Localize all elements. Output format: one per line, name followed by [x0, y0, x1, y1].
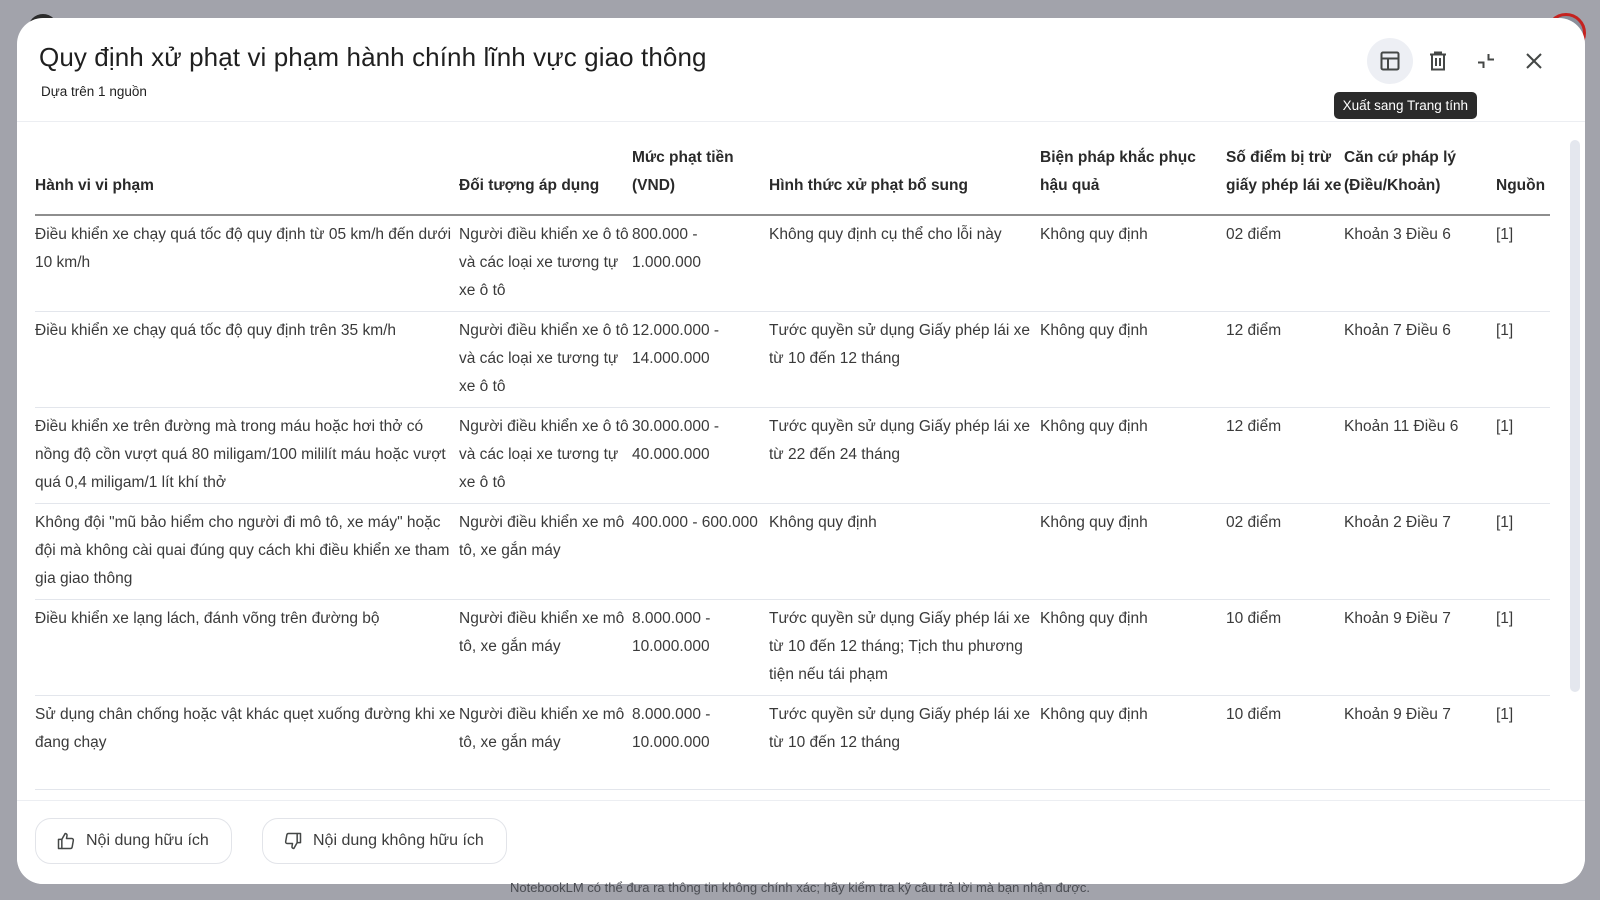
- cell-source-citation[interactable]: [1]: [1496, 312, 1550, 408]
- close-icon: [1522, 49, 1546, 73]
- cell-subject: Người điều khiển xe ô tô và các loại xe tương tự xe ô tô: [459, 408, 632, 504]
- close-button[interactable]: [1511, 38, 1557, 84]
- column-header[interactable]: Hành vi vi phạm: [35, 144, 459, 215]
- cell-violation: Điều khiển xe trên đường mà trong máu hoặc hơi thở có nồng độ cồn vượt quá 80 miligam/100 mililít máu hoặc vượt quá 0,4 miligam/1 lít khí thở: [35, 408, 459, 504]
- cell-additional-penalty: Tước quyền sử dụng Giấy phép lái xe từ 10 đến 12 tháng: [769, 312, 1040, 408]
- cell-violation: Điều khiển xe lạng lách, đánh võng trên đường bộ: [35, 600, 459, 696]
- thumbs-down-icon: [283, 831, 303, 851]
- cell-points: 02 điểm: [1226, 504, 1344, 600]
- collapse-button[interactable]: [1463, 38, 1509, 84]
- cell-additional-penalty: Tước quyền sử dụng Giấy phép lái xe từ 10 đến 12 tháng; Tịch thu phương tiện nếu tái phạm: [769, 600, 1040, 696]
- cell-additional-penalty: Không quy định cụ thể cho lỗi này: [769, 215, 1040, 312]
- cell-remedy: Không quy định: [1040, 600, 1226, 696]
- vertical-scrollbar[interactable]: [1570, 140, 1580, 692]
- dialog-footer: [17, 800, 1585, 884]
- column-header[interactable]: Căn cứ pháp lý (Điều/Khoản): [1344, 144, 1496, 215]
- export-tooltip: Xuất sang Trang tính: [1334, 92, 1477, 119]
- header-actions: [1367, 38, 1557, 84]
- cell-fine: 8.000.000 - 10.000.000: [632, 696, 769, 790]
- cell-source-citation[interactable]: [1]: [1496, 696, 1550, 790]
- cell-fine: 12.000.000 - 14.000.000: [632, 312, 769, 408]
- violations-table: [35, 144, 1550, 790]
- column-header[interactable]: Mức phạt tiền (VND): [632, 144, 769, 215]
- cell-subject: Người điều khiển xe ô tô và các loại xe tương tự xe ô tô: [459, 312, 632, 408]
- cell-remedy: Không quy định: [1040, 215, 1226, 312]
- thumbs-up-icon: [56, 831, 76, 851]
- cell-points: 10 điểm: [1226, 600, 1344, 696]
- cell-remedy: Không quy định: [1040, 696, 1226, 790]
- cell-additional-penalty: Không quy định: [769, 504, 1040, 600]
- column-header[interactable]: Đối tượng áp dụng: [459, 144, 632, 215]
- cell-remedy: Không quy định: [1040, 408, 1226, 504]
- cell-legal-basis: Khoản 9 Điều 7: [1344, 696, 1496, 790]
- cell-violation: Điều khiển xe chạy quá tốc độ quy định từ 05 km/h đến dưới 10 km/h: [35, 215, 459, 312]
- export-to-sheets-button[interactable]: [1367, 38, 1413, 84]
- table-row: [35, 312, 1550, 408]
- cell-legal-basis: Khoản 9 Điều 7: [1344, 600, 1496, 696]
- cell-points: 12 điểm: [1226, 312, 1344, 408]
- dialog-header: [17, 18, 1585, 122]
- cell-legal-basis: Khoản 2 Điều 7: [1344, 504, 1496, 600]
- cell-points: 12 điểm: [1226, 408, 1344, 504]
- cell-source-citation[interactable]: [1]: [1496, 600, 1550, 696]
- dialog-title: Quy định xử phạt vi phạm hành chính lĩnh vực giao thông: [39, 42, 707, 72]
- cell-fine: 30.000.000 - 40.000.000: [632, 408, 769, 504]
- table-row: [35, 600, 1550, 696]
- trash-icon: [1426, 49, 1450, 73]
- cell-source-citation[interactable]: [1]: [1496, 215, 1550, 312]
- cell-subject: Người điều khiển xe ô tô và các loại xe tương tự xe ô tô: [459, 215, 632, 312]
- cell-source-citation[interactable]: [1]: [1496, 408, 1550, 504]
- table-icon: [1378, 49, 1402, 73]
- table-dialog: [17, 18, 1585, 884]
- cell-subject: Người điều khiển xe mô tô, xe gắn máy: [459, 696, 632, 790]
- cell-fine: 400.000 - 600.000: [632, 504, 769, 600]
- cell-points: 10 điểm: [1226, 696, 1344, 790]
- cell-remedy: Không quy định: [1040, 312, 1226, 408]
- table-header-row: [35, 144, 1550, 215]
- table-row: [35, 408, 1550, 504]
- column-header[interactable]: Hình thức xử phạt bổ sung: [769, 144, 1040, 215]
- cell-violation: Sử dụng chân chống hoặc vật khác quẹt xuống đường khi xe đang chạy: [35, 696, 459, 790]
- helpful-button[interactable]: [35, 818, 232, 864]
- cell-violation: Điều khiển xe chạy quá tốc độ quy định trên 35 km/h: [35, 312, 459, 408]
- cell-subject: Người điều khiển xe mô tô, xe gắn máy: [459, 600, 632, 696]
- cell-remedy: Không quy định: [1040, 504, 1226, 600]
- cell-legal-basis: Khoản 3 Điều 6: [1344, 215, 1496, 312]
- table-scroll-area[interactable]: [35, 122, 1570, 800]
- delete-button[interactable]: [1415, 38, 1461, 84]
- cell-additional-penalty: Tước quyền sử dụng Giấy phép lái xe từ 10 đến 12 tháng: [769, 696, 1040, 790]
- table-row: [35, 504, 1550, 600]
- cell-fine: 800.000 - 1.000.000: [632, 215, 769, 312]
- cell-additional-penalty: Tước quyền sử dụng Giấy phép lái xe từ 22 đến 24 tháng: [769, 408, 1040, 504]
- cell-points: 02 điểm: [1226, 215, 1344, 312]
- cell-fine: 8.000.000 - 10.000.000: [632, 600, 769, 696]
- table-row: [35, 215, 1550, 312]
- cell-violation: Không đội "mũ bảo hiểm cho người đi mô tô, xe máy" hoặc đội mà không cài quai đúng quy cách khi điều khiển xe tham gia giao thông: [35, 504, 459, 600]
- column-header[interactable]: Biện pháp khắc phục hậu quả: [1040, 144, 1226, 215]
- helpful-label: Nội dung hữu ích: [86, 832, 209, 849]
- column-header[interactable]: Số điểm bị trừ giấy phép lái xe: [1226, 144, 1344, 215]
- not-helpful-button[interactable]: [262, 818, 507, 864]
- cell-legal-basis: Khoản 7 Điều 6: [1344, 312, 1496, 408]
- not-helpful-label: Nội dung không hữu ích: [313, 832, 484, 849]
- column-header[interactable]: Nguồn: [1496, 144, 1550, 215]
- cell-legal-basis: Khoản 11 Điều 6: [1344, 408, 1496, 504]
- cell-source-citation[interactable]: [1]: [1496, 504, 1550, 600]
- disclaimer-text: NotebookLM có thể đưa ra thông tin không chính xác; hãy kiểm tra kỹ câu trả lời mà bạn nhận được.: [509, 880, 1091, 895]
- cell-subject: Người điều khiển xe mô tô, xe gắn máy: [459, 504, 632, 600]
- collapse-icon: [1474, 49, 1498, 73]
- dialog-subtitle: Dựa trên 1 nguồn: [41, 84, 147, 99]
- table-row: [35, 696, 1550, 790]
